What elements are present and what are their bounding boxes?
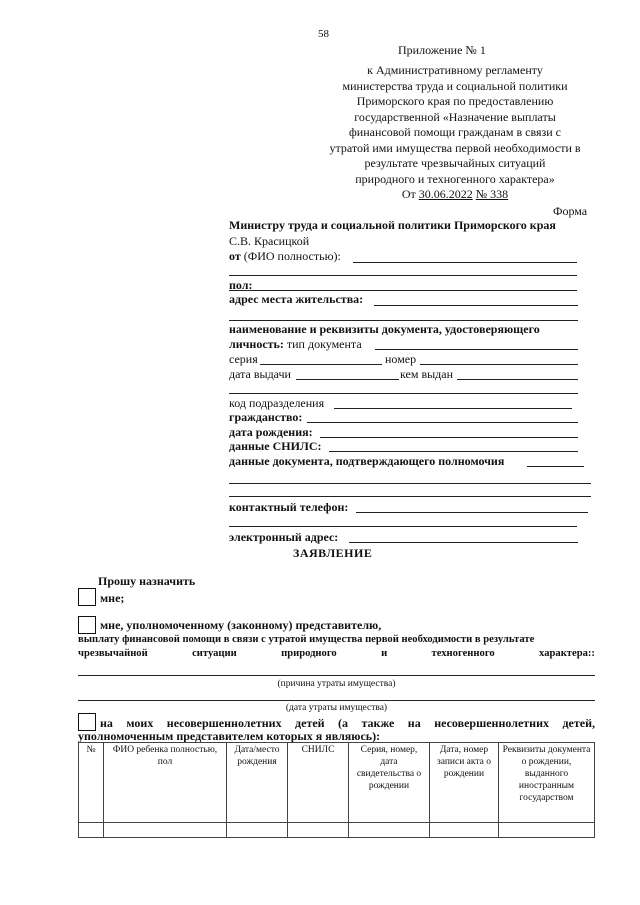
id-doc-label: наименование и реквизиты документа, удостоверяющего xyxy=(229,322,540,336)
issue-date-line[interactable] xyxy=(296,379,399,380)
division-code-label: код подразделения xyxy=(229,396,325,410)
payment-word: и xyxy=(381,648,388,659)
doc-type-line[interactable] xyxy=(375,349,578,350)
appendix-line: утратой ими имущества первой необходимости в xyxy=(329,140,581,155)
table-cell[interactable] xyxy=(430,823,499,838)
appendix-line: к Административному регламенту xyxy=(367,63,543,77)
children-table xyxy=(78,742,595,838)
series-label: серия xyxy=(229,352,258,366)
birth-date-label: дата рождения: xyxy=(229,425,313,439)
from-hint: (ФИО полностью): xyxy=(240,249,341,263)
table-row xyxy=(79,823,595,838)
phone-line[interactable] xyxy=(356,512,588,513)
appendix-line: природного и техногенного характера» xyxy=(355,171,555,186)
payment-word: чрезвычайной xyxy=(78,648,148,659)
snils-line[interactable] xyxy=(329,451,578,452)
address-label: адрес места жительства: xyxy=(229,292,364,306)
appendix-line: финансовой помощи гражданам в связи с xyxy=(349,125,561,139)
payment-word: ситуации xyxy=(192,648,237,659)
issued-by-line[interactable] xyxy=(457,379,578,380)
col-header-child-name: ФИО ребенка полностью, пол xyxy=(104,743,227,823)
appendix-block xyxy=(300,63,610,203)
phone-label: контактный телефон: xyxy=(229,500,349,514)
option-representative-checkbox[interactable] xyxy=(78,616,96,634)
addressee-minister: Министру труда и социальной политики Приморского края xyxy=(229,218,556,232)
appendix-number: № 338 xyxy=(475,187,509,201)
identity-row xyxy=(229,337,362,351)
issued-by-line-2[interactable] xyxy=(229,393,578,394)
citizenship-label: гражданство: xyxy=(229,410,303,424)
payment-word: характера:: xyxy=(539,648,595,659)
appendix-line: министерства труда и социальной политики xyxy=(342,78,568,93)
page-number: 58 xyxy=(318,28,329,40)
request-label: Прошу назначить xyxy=(98,574,196,588)
appendix-title: Приложение № 1 xyxy=(398,43,486,57)
authority-doc-line-3[interactable] xyxy=(229,496,591,497)
email-line[interactable] xyxy=(349,542,578,543)
loss-date-line[interactable] xyxy=(78,700,595,701)
address-line[interactable] xyxy=(374,305,578,306)
loss-date-hint: (дата утраты имущества) xyxy=(285,703,388,713)
col-header-birth: Дата/место рождения xyxy=(227,743,288,823)
email-label: электронный адрес: xyxy=(229,530,339,544)
appendix-date-line xyxy=(300,187,610,203)
appendix-line: результате чрезвычайных ситуаций xyxy=(364,156,546,170)
statement-title: ЗАЯВЛЕНИЕ xyxy=(293,546,373,560)
form-label: Форма xyxy=(553,204,588,218)
table-header-row xyxy=(79,743,595,823)
issued-by-label: кем выдан xyxy=(400,367,454,381)
option-representative-label: мне, уполномоченному (законному) представителю, xyxy=(100,618,382,632)
address-line-2[interactable] xyxy=(229,320,578,321)
payment-line-1: выплату финансовой помощи в связи с утратой имущества первой необходимости в результате xyxy=(78,634,535,645)
birth-date-line[interactable] xyxy=(320,437,578,438)
gender-label: пол: xyxy=(229,278,253,292)
children-line-2: уполномоченным представителем которых я являюсь): xyxy=(78,729,381,743)
table-cell[interactable] xyxy=(349,823,430,838)
reason-hint: (причина утраты имущества) xyxy=(277,679,396,689)
division-code-line[interactable] xyxy=(334,408,572,409)
table-cell[interactable] xyxy=(288,823,349,838)
authority-doc-line[interactable] xyxy=(527,466,584,467)
col-header-certificate: Серия, номер, дата свидетельства о рождении xyxy=(349,743,430,823)
option-me-label: мне; xyxy=(100,591,125,605)
option-me-checkbox[interactable] xyxy=(78,588,96,606)
reason-line[interactable] xyxy=(78,675,595,676)
payment-word: природного xyxy=(281,648,337,659)
payment-word: техногенного xyxy=(431,648,495,659)
addressee-name: С.В. Красицкой xyxy=(229,234,310,248)
payment-line-2 xyxy=(78,647,595,660)
appendix-line: Приморского края по предоставлению xyxy=(356,94,554,108)
citizenship-line[interactable] xyxy=(307,422,578,423)
table-cell[interactable] xyxy=(499,823,595,838)
children-line-1: на моих несовершеннолетних детей (а также на несовершеннолетних детей, xyxy=(100,716,595,730)
number-line[interactable] xyxy=(420,364,578,365)
authority-doc-label: данные документа, подтверждающего полномочия xyxy=(229,454,505,468)
phone-line-2[interactable] xyxy=(229,526,577,527)
issue-date-label: дата выдачи xyxy=(229,367,291,381)
snils-label: данные СНИЛС: xyxy=(229,439,322,453)
number-label: номер xyxy=(385,352,417,366)
table-cell[interactable] xyxy=(79,823,104,838)
gender-line[interactable] xyxy=(229,290,577,291)
identity-label: личность: xyxy=(229,337,284,351)
appendix-date: 30.06.2022 xyxy=(418,187,473,201)
table-cell[interactable] xyxy=(104,823,227,838)
appendix-line: государственной «Назначение выплаты xyxy=(354,109,556,124)
doc-type-label: тип документа xyxy=(283,337,362,351)
col-header-number: № xyxy=(79,743,104,823)
fio-line[interactable] xyxy=(353,262,577,263)
fio-line-2[interactable] xyxy=(229,275,577,276)
authority-doc-line-2[interactable] xyxy=(229,483,591,484)
col-header-foreign-doc: Реквизиты документа о рождении, выданного иностранным государством xyxy=(499,743,595,823)
table-cell[interactable] xyxy=(227,823,288,838)
col-header-snils: СНИЛС xyxy=(288,743,349,823)
from-row xyxy=(229,249,341,263)
appendix-date-prefix: От xyxy=(401,187,419,201)
series-line[interactable] xyxy=(260,364,382,365)
from-label: от xyxy=(229,249,241,263)
col-header-act-record: Дата, номер записи акта о рождении xyxy=(430,743,499,823)
